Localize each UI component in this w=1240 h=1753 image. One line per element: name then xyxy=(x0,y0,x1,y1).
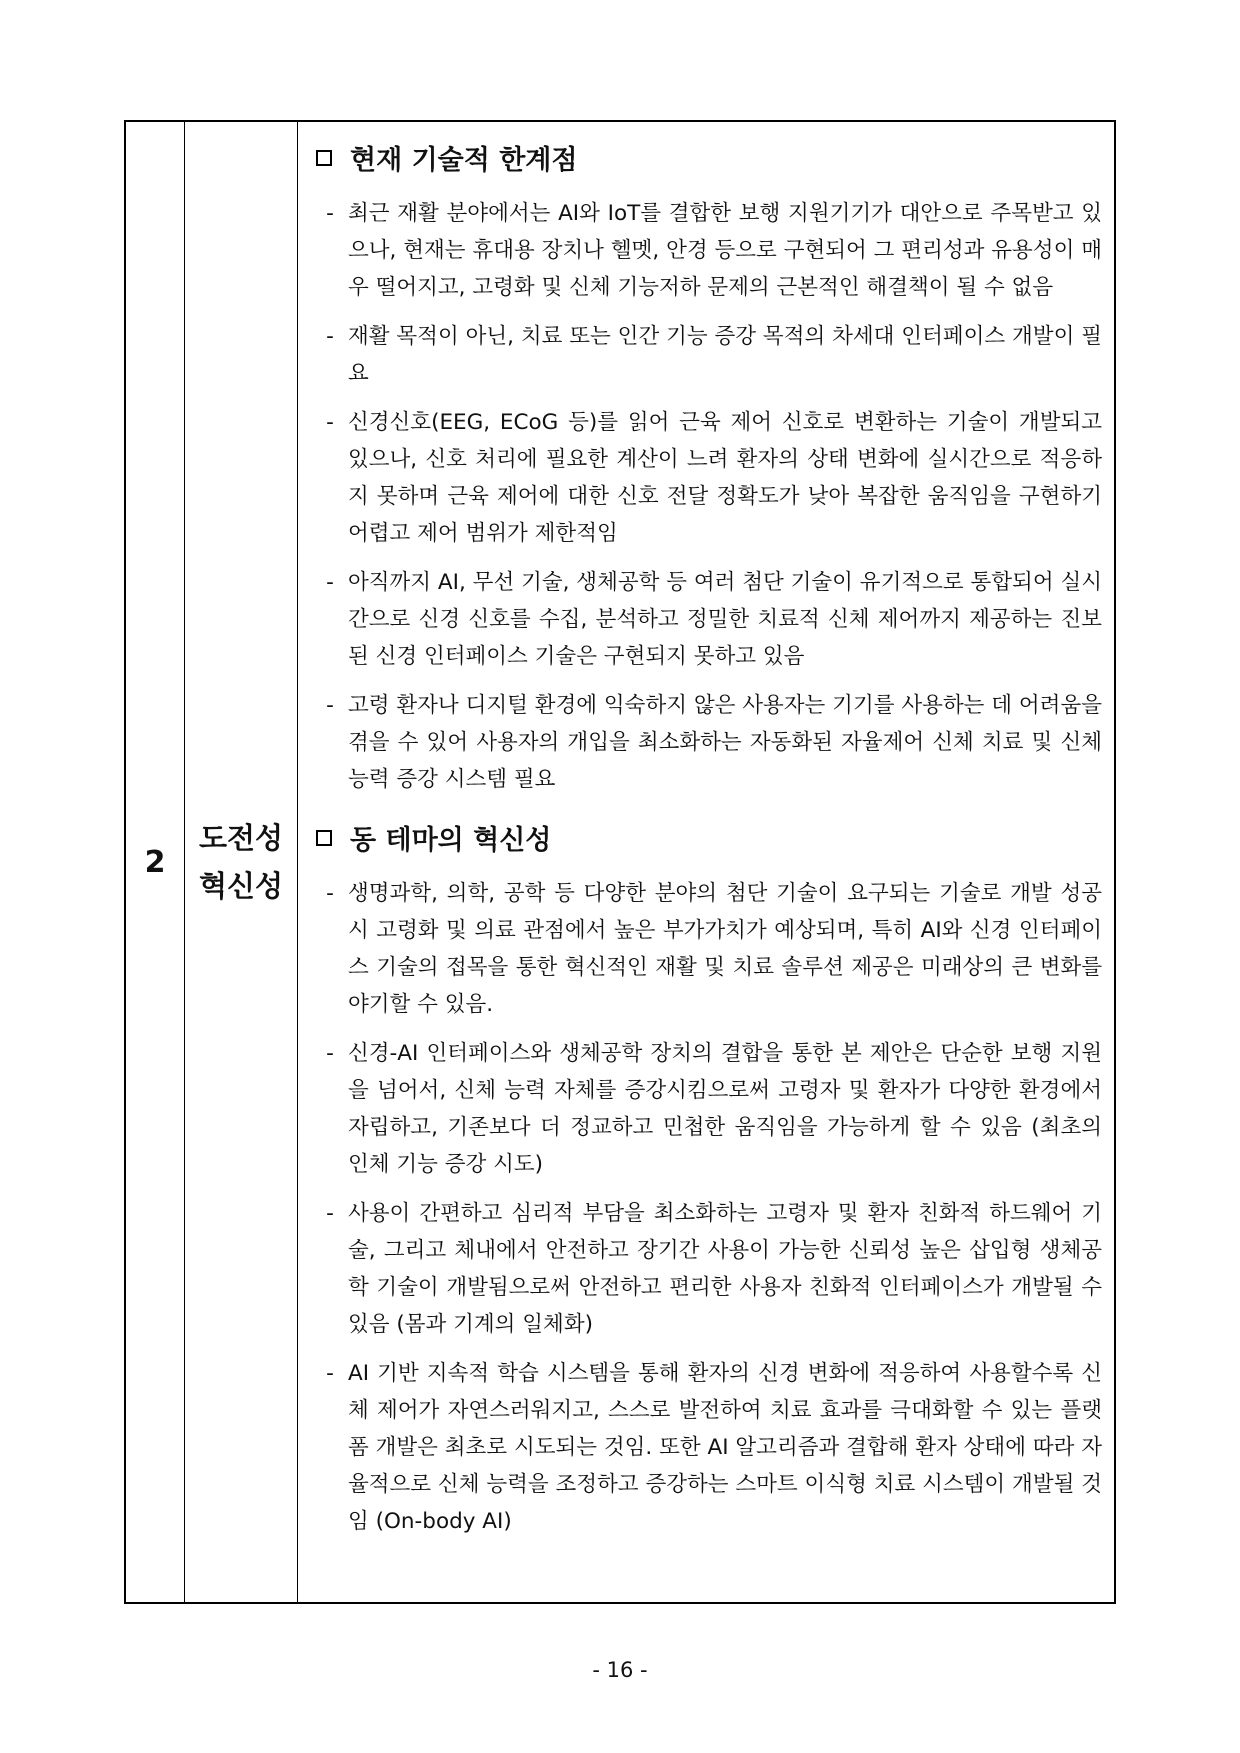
dash-bullet: - xyxy=(326,1041,334,1066)
dash-bullet: - xyxy=(326,1201,334,1226)
list-item-text: 최근 재활 분야에서는 AI와 IoT를 결합한 보행 지원기기가 대안으로 주목받고 있으나, 현재는 휴대용 장치나 헬멧, 안경 등으로 구현되어 그 편리성과 유용성이 매우 떨어지고, 고령화 및 신체 기능저하 문제의 근본적인 해결책이 될 수 없음 xyxy=(348,201,1102,300)
category-line1: 도전성 xyxy=(198,821,284,855)
list-item xyxy=(312,404,1102,552)
content-table xyxy=(124,120,1116,1604)
list-item xyxy=(312,687,1102,798)
content-cell xyxy=(298,121,1116,1603)
list-item xyxy=(312,564,1102,675)
checkbox-square-icon xyxy=(316,830,332,846)
dash-bullet: - xyxy=(326,324,334,349)
section2-heading xyxy=(312,818,1102,857)
list-item-text: 생명과학, 의학, 공학 등 다양한 분야의 첨단 기술이 요구되는 기술로 개발 성공 시 고령화 및 의료 관점에서 높은 부가가치가 예상되며, 특히 AI와 신경 인터페이스 기술의 접목을 통한 혁신적인 재활 및 치료 솔루션 제공은 미래상의 큰 변화를 야기할 수 있음. xyxy=(348,881,1102,1017)
list-item xyxy=(312,875,1102,1023)
category-line2: 혁신성 xyxy=(198,869,284,903)
list-item-text: 사용이 간편하고 심리적 부담을 최소화하는 고령자 및 환자 친화적 하드웨어 기술, 그리고 체내에서 안전하고 장기간 사용이 가능한 신뢰성 높은 삽입형 생체공학 기술이 개발됨으로써 안전하고 편리한 사용자 친화적 인터페이스가 개발될 수 있음 (몸과 기계의 일체화) xyxy=(348,1201,1102,1337)
category-cell xyxy=(185,121,298,1603)
section1-heading xyxy=(312,138,1102,177)
table-row xyxy=(125,121,1115,1603)
dash-bullet: - xyxy=(326,410,334,435)
dash-bullet: - xyxy=(326,201,334,226)
page-number: - 16 - xyxy=(592,1658,648,1682)
checkbox-square-icon xyxy=(316,150,332,166)
list-item-text: 아직까지 AI, 무선 기술, 생체공학 등 여러 첨단 기술이 유기적으로 통합되어 실시간으로 신경 신호를 수집, 분석하고 정밀한 치료적 신체 제어까지 제공하는 진보된 신경 인터페이스 기술은 구현되지 못하고 있음 xyxy=(348,570,1102,669)
list-item xyxy=(312,195,1102,306)
dash-bullet: - xyxy=(326,693,334,718)
section1-title: 현재 기술적 한계점 xyxy=(350,145,578,176)
dash-bullet: - xyxy=(326,1361,334,1386)
section2-title: 동 테마의 혁신성 xyxy=(350,825,552,856)
list-item-text: 고령 환자나 디지털 환경에 익숙하지 않은 사용자는 기기를 사용하는 데 어려움을 겪을 수 있어 사용자의 개입을 최소화하는 자동화된 자율제어 신체 치료 및 신체 능력 증강 시스템 필요 xyxy=(348,693,1102,792)
list-item xyxy=(312,1195,1102,1343)
list-item-text: AI 기반 지속적 학습 시스템을 통해 환자의 신경 변화에 적응하여 사용할수록 신체 제어가 자연스러워지고, 스스로 발전하여 치료 효과를 극대화할 수 있는 플랫폼 개발은 최초로 시도되는 것임. 또한 AI 알고리즘과 결합해 환자 상태에 따라 자율적으로 신체 능력을 조정하고 증강하는 스마트 이식형 치료 시스템이 개발될 것임 (On-body AI) xyxy=(348,1361,1102,1534)
list-item-text: 재활 목적이 아닌, 치료 또는 인간 기능 증강 목적의 차세대 인터페이스 개발이 필요 xyxy=(348,324,1102,386)
dash-bullet: - xyxy=(326,570,334,595)
row-number: 2 xyxy=(125,121,185,1603)
list-item xyxy=(312,318,1102,392)
list-item-text: 신경신호(EEG, ECoG 등)를 읽어 근육 제어 신호로 변환하는 기술이 개발되고 있으나, 신호 처리에 필요한 계산이 느려 환자의 상태 변화에 실시간으로 적응하지 못하며 근육 제어에 대한 신호 전달 정확도가 낮아 복잡한 움직임을 구현하기 어렵고 제어 범위가 제한적임 xyxy=(348,410,1102,546)
list-item xyxy=(312,1035,1102,1183)
list-item xyxy=(312,1355,1102,1540)
list-item-text: 신경-AI 인터페이스와 생체공학 장치의 결합을 통한 본 제안은 단순한 보행 지원을 넘어서, 신체 능력 자체를 증강시킴으로써 고령자 및 환자가 다양한 환경에서 자립하고, 기존보다 더 정교하고 민첩한 움직임을 가능하게 할 수 있음 (최초의 인체 기능 증강 시도) xyxy=(348,1041,1102,1177)
dash-bullet: - xyxy=(326,881,334,906)
